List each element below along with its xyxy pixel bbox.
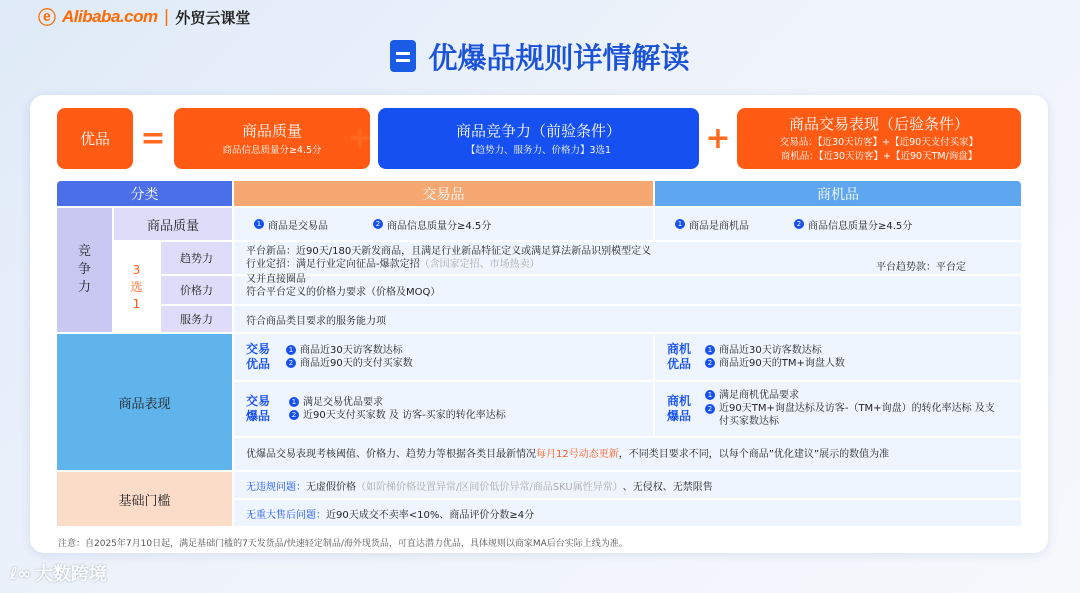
biz-hot-cell [655,382,1021,436]
equals-icon: = [140,121,166,156]
quality-biz-2: 商品信息质量分≥4.5分 [808,220,913,232]
quality-trade-1: 商品是交易品 [268,220,328,232]
category-performance: 商品表现 [57,334,232,470]
brand-divider: | [163,7,170,27]
category-trend: 趋势力 [161,242,232,274]
performance-note [234,438,1021,470]
th1-a: 无虚假价格 [306,481,356,493]
number-badge: 2 [289,410,299,420]
biz-hot-list [705,389,995,428]
course-name: 外贸云课堂 [175,8,251,27]
number-badge: 1 [289,397,299,407]
category-service: 服务力 [161,306,232,332]
page-title-text: 优爆品规则详情解读 [428,40,690,75]
service-cell [234,306,1021,332]
trade-good-2: 商品近90天的支付买家数 [300,358,413,369]
threshold-row-2 [234,500,1021,526]
quality-biz-cell [655,208,1021,240]
perf-note-c: ，不同类目要求不同，以每个商品”优化建议”展示的数值为准 [618,449,890,460]
biz-good-list [705,344,845,370]
footnote: 注意：自2025年7月10日起，满足基础门槛的7天发货品/快速轻定制品/海外现货品，可直达潜力优品，具体规则以商家MA后台实际上线为准。 [58,539,628,549]
biz-good-1: 商品近30天访客数达标 [719,345,822,356]
th1-b: （如阶梯价格设置异常/区间价低价异常/商品SKU属性异常） [356,481,623,493]
number-badge: 2 [705,404,715,414]
biz-good-cell [655,334,1021,380]
alibaba-logo [38,4,250,30]
choose-one-of-three: 3 选 1 [114,242,159,332]
trade-hot-1: 满足交易优品要求 [303,397,383,408]
formula-perf-sub1: 交易品：【近30天访客】+【近90天支付买家】 [779,137,979,148]
category-competitiveness: 竞争力 [57,208,112,332]
number-badge: 2 [286,358,296,368]
trade-hot-list [289,396,506,422]
threshold-row-1 [234,472,1021,498]
perf-note-b: 每月12号动态更新 [536,449,619,460]
number-badge: 2 [705,358,715,368]
trend-cell [234,242,1021,274]
page-title [0,33,1080,79]
th2-label: 无重大售后问题： [246,509,326,521]
category-threshold: 基础门槛 [57,472,232,526]
perf-note-a: 优爆品交易表现考核阈值、价格力、趋势力等根据各类目最新情况 [246,449,536,460]
trade-good-list [286,344,413,370]
trend-platform-right: 平台趋势款：平台定 [876,262,966,273]
formula-result: 优品 [57,108,133,169]
formula-quality-title: 商品质量 [241,121,302,140]
header-trade: 交易品 [234,181,653,206]
number-badge: 1 [705,390,715,400]
biz-hot-1: 满足商机优品要求 [719,390,799,401]
formula-perf-title: 商品交易表现（后验条件） [788,115,969,133]
formula-performance [737,108,1021,169]
quality-trade-2: 商品信息质量分≥4.5分 [387,220,492,232]
number-badge: 1 [286,345,296,355]
formula-comp-title: 商品竞争力（前验条件） [455,121,621,140]
number-badge: 1 [705,345,715,355]
biz-hot-2: 近90天TM+询盘达标及访客-（TM+询盘）的转化率达标 及支付买家数达标 [719,403,995,427]
document-icon [390,40,416,72]
trend-line-1: 平台新品：近90天/180天新发商品，且满足行业新品特征定义或满足算法新品识别模型定义 [246,246,652,257]
plus-icon: + [347,121,373,156]
price-cell [234,276,1021,304]
formula-quality-sub: 商品信息质量分≥4.5分 [222,144,322,156]
watermark [10,560,107,586]
header-category: 分类 [57,181,232,206]
biz-good-label: 商机优品 [667,342,692,371]
biz-hot-label: 商机爆品 [667,394,692,423]
price-text: 符合平台定义的价格力要求（价格及MOQ） [246,287,441,298]
number-badge: 1 [675,219,685,229]
trade-good-1: 商品近30天访客数达标 [300,345,403,356]
th2-text: 近90天成交不卖率<10%、商品评价分数≥4分 [326,509,535,521]
trade-hot-cell [234,382,653,436]
trend-line-2a: 行业定招：满足行业定向征品-爆款定招 [246,259,420,270]
quality-trade-cell [234,208,653,240]
trade-good-label: 交易优品 [246,342,271,371]
formula-competitiveness [378,108,699,169]
th1-c: 、无侵权、无禁限售 [622,481,713,493]
category-price: 价格力 [161,276,232,304]
formula-quality [174,108,370,169]
header-biz: 商机品 [655,181,1021,206]
category-quality: 商品质量 [114,208,232,240]
service-text: 符合商品类目要求的服务能力项 [246,315,386,327]
brand-name: Alibaba.com [62,7,158,26]
trade-hot-2: 近90天支付买家数 及 访客-买家的转化率达标 [303,410,506,421]
biz-good-2: 商品近90天的TM+询盘人数 [719,358,845,369]
number-badge: 2 [794,219,804,229]
plus-icon: + [705,121,731,156]
trend-line-3: 又并直接圈品 [246,274,306,285]
formula-comp-sub: 【趋势力、服务力、价格力】3选1 [465,144,612,156]
watermark-logo-icon: ℓ∞ [10,563,31,583]
quality-biz-1: 商品是商机品 [689,220,749,232]
number-badge: 1 [254,219,264,229]
th1-label: 无违规问题： [246,481,306,493]
trade-good-cell [234,334,653,380]
alibaba-mark-icon: ⓔ [38,8,56,29]
trade-hot-label: 交易爆品 [246,394,271,423]
trend-line-2b: （含国家定招、市场热卖） [419,259,540,270]
number-badge: 2 [373,219,383,229]
formula-perf-sub2: 商机品：【近30天访客】+【近90天TM/询盘】 [780,151,978,162]
watermark-text: 大数跨境 [34,564,107,585]
